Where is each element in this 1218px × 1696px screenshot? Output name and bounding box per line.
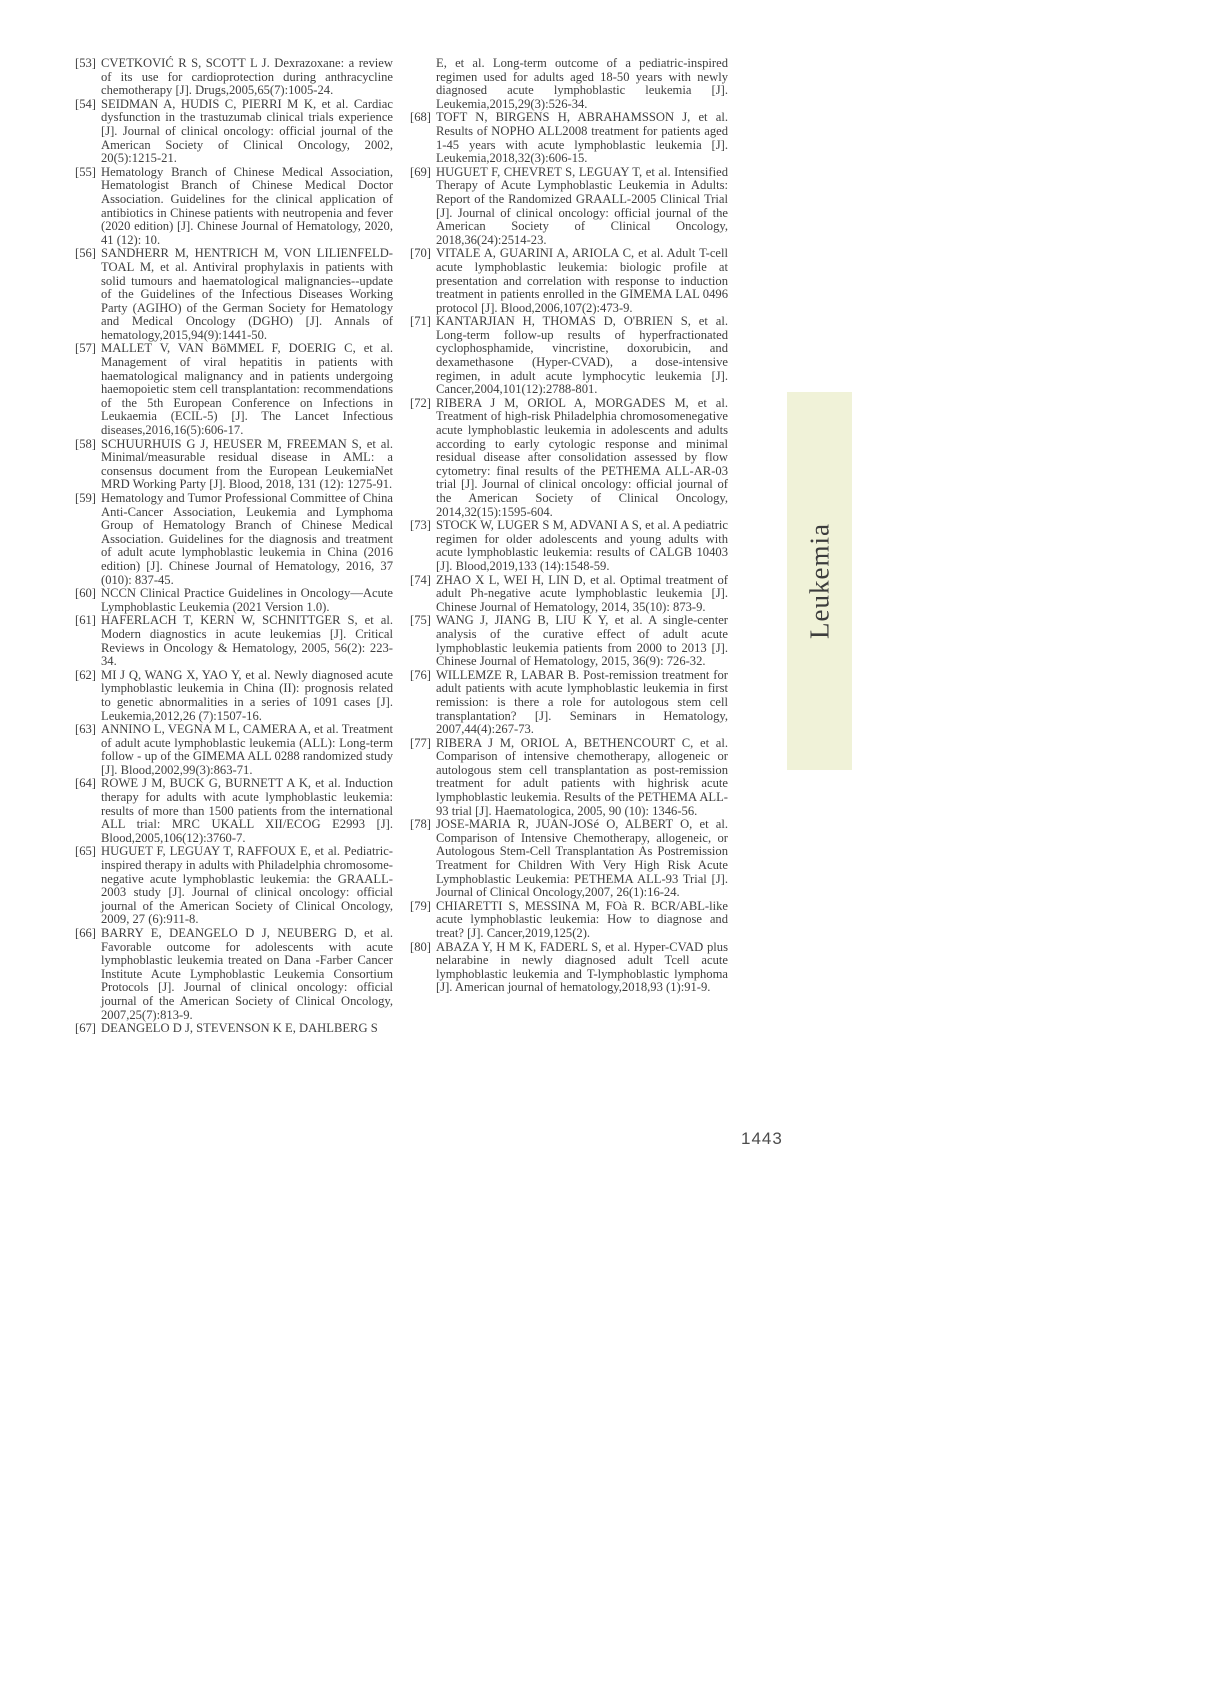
reference-item bbox=[75, 587, 393, 614]
reference-text: SANDHERR M, HENTRICH M, VON LILIENFELD-TOAL M, et al. Antiviral prophylaxis in patients with solid tumours and haematological malignancies--update of the Guidelines of the Infectious Diseases Working Party (AGIHO) of the German Society for Hematology and Medical Oncology (DGHO) [J]. Annals of hematology,2015,94(9):1441-50. bbox=[101, 246, 393, 342]
reference-item bbox=[75, 777, 393, 845]
reference-item bbox=[75, 1022, 393, 1036]
reference-number: [79] bbox=[410, 898, 431, 913]
reference-text: Hematology Branch of Chinese Medical Association, Hematologist Branch of Chinese Medical Doctor Association. Guidelines for the clinical application of antibiotics in Chinese patients with neutropenia and fever (2020 edition) [J]. Chinese Journal of Hematology, 2020, 41 (12): 10. bbox=[101, 164, 393, 247]
chapter-edge-tab bbox=[787, 392, 852, 770]
reference-text: WANG J, JIANG B, LIU K Y, et al. A single-center analysis of the curative effect of adult acute lymphoblastic leukemia patients from 2000 to 2013 [J]. Chinese Journal of Hematology, 2015, 36(9): 726-32. bbox=[436, 613, 728, 669]
reference-item bbox=[410, 669, 728, 737]
reference-item bbox=[410, 247, 728, 315]
reference-number: [76] bbox=[410, 667, 431, 682]
reference-number: [70] bbox=[410, 246, 431, 261]
reference-number: [54] bbox=[75, 96, 96, 111]
reference-text: MI J Q, WANG X, YAO Y, et al. Newly diagnosed acute lymphoblastic leukemia in China (II): prognosis related to genetic abnormalities in a series of 1091 cases [J]. Leukemia,2012,26 (7):1507-16. bbox=[101, 667, 393, 723]
reference-number: [56] bbox=[75, 246, 96, 261]
references-column-left bbox=[75, 57, 393, 1036]
reference-number: [77] bbox=[410, 735, 431, 750]
reference-text: KANTARJIAN H, THOMAS D, O'BRIEN S, et al. Long-term follow-up results of hyperfractionated cyclophosphamide, vincristine, doxorubicin, and dexamethasone (Hyper-CVAD), a dose-intensive regimen, in adult acute lymphocytic leukemia [J]. Cancer,2004,101(12):2788-801. bbox=[436, 314, 728, 397]
reference-text: WILLEMZE R, LABAR B. Post-remission treatment for adult patients with acute lymphoblastic leukemia in first remission: is there a role for autologous stem cell transplantation? [J]. Seminars in Hematology, 2007,44(4):267-73. bbox=[436, 667, 728, 737]
reference-number: [73] bbox=[410, 518, 431, 533]
reference-text: E, et al. Long-term outcome of a pediatric-inspired regimen used for adults aged 18-50 years with newly diagnosed acute lymphoblastic leukemia [J]. Leukemia,2015,29(3):526-34. bbox=[436, 56, 728, 111]
reference-item bbox=[75, 98, 393, 166]
reference-number: [64] bbox=[75, 776, 96, 791]
reference-text: TOFT N, BIRGENS H, ABRAHAMSSON J, et al. Results of NOPHO ALL2008 treatment for patients aged 1-45 years with acute lymphoblastic leukemia [J]. Leukemia,2018,32(3):606-15. bbox=[436, 110, 728, 166]
reference-item bbox=[75, 614, 393, 668]
reference-number: [62] bbox=[75, 667, 96, 682]
reference-item bbox=[75, 669, 393, 723]
reference-item bbox=[410, 941, 728, 995]
reference-item bbox=[410, 737, 728, 819]
page-number: 1443 bbox=[741, 1129, 783, 1148]
reference-text: ABAZA Y, H M K, FADERL S, et al. Hyper-CVAD plus nelarabine in newly diagnosed adult Tcell acute lymphoblastic leukemia and T-lymphoblastic lymphoma [J]. American journal of hematology,2018,93 (1):91-9. bbox=[436, 939, 728, 995]
reference-text: CHIARETTI S, MESSINA M, FOà R. BCR/ABL-like acute lymphoblastic leukemia: How to diagnose and treat? [J]. Cancer,2019,125(2). bbox=[436, 898, 728, 940]
reference-item bbox=[410, 57, 728, 111]
reference-number: [74] bbox=[410, 572, 431, 587]
reference-text: NCCN Clinical Practice Guidelines in Oncology—Acute Lymphoblastic Leukemia (2021 Version 1.0). bbox=[101, 586, 393, 614]
reference-text: ANNINO L, VEGNA M L, CAMERA A, et al. Treatment of adult acute lymphoblastic leukemia (ALL): Long-term follow - up of the GIMEMA ALL 0288 randomized study [J]. Blood,2002,99(3):863-71. bbox=[101, 722, 393, 777]
reference-number: [71] bbox=[410, 314, 431, 329]
reference-text: DEANGELO D J, STEVENSON K E, DAHLBERG S bbox=[101, 1021, 378, 1036]
reference-number: [58] bbox=[75, 436, 96, 451]
reference-item bbox=[410, 166, 728, 248]
reference-text: STOCK W, LUGER S M, ADVANI A S, et al. A pediatric regimen for older adolescents and young adults with acute lymphoblastic leukemia: results of CALGB 10403 [J]. Blood,2019,133 (14):1548-59. bbox=[436, 518, 728, 573]
reference-text: ROWE J M, BUCK G, BURNETT A K, et al. Induction therapy for adults with acute lymphoblastic leukemia: results of more than 1500 patients from the international ALL trial: MRC UKALL XII/ECOG E2993 [J]. Blood,2005,106(12):3760-7. bbox=[101, 776, 393, 845]
reference-item bbox=[75, 492, 393, 587]
reference-number: [60] bbox=[75, 586, 96, 601]
reference-item bbox=[410, 397, 728, 519]
reference-text: HUGUET F, CHEVRET S, LEGUAY T, et al. Intensified Therapy of Acute Lymphoblastic Leukemia in Adults: Report of the Randomized GRAALL-2005 Clinical Trial [J]. Journal of clinical oncology: official journal of the American Society of Clinical Oncology, 2018,36(24):2514-23. bbox=[436, 164, 728, 247]
reference-text: RIBERA J M, ORIOL A, MORGADES M, et al. Treatment of high-risk Philadelphia chromosomenegative acute lymphoblastic leukemia in adolescents and adults according to early cytologic response and minimal residual disease after consolidation assessed by flow cytometry: final results of the PETHEMA ALL-AR-03 trial [J]. Journal of clinical oncology: official journal of the American Society of Clinical Oncology, 2014,32(15):1595-604. bbox=[436, 395, 728, 519]
reference-item bbox=[410, 900, 728, 941]
reference-text: VITALE A, GUARINI A, ARIOLA C, et al. Adult T-cell acute lymphoblastic leukemia: biologic profile at presentation and correlation with response to induction treatment in patients enrolled in the GIMEMA LAL 0496 protocol [J]. Blood,2006,107(2):473-9. bbox=[436, 246, 728, 315]
reference-number: [69] bbox=[410, 164, 431, 179]
reference-text: Hematology and Tumor Professional Committee of China Anti-Cancer Association, Leukemia and Lymphoma Group of Hematology Branch of Chinese Medical Association. Guidelines for the diagnosis and treatment of adult acute lymphoblastic leukemia in China (2016 edition) [J]. Chinese Journal of Hematology, 2016, 37 (010): 837-45. bbox=[101, 491, 393, 587]
reference-number: [61] bbox=[75, 613, 96, 628]
reference-item bbox=[410, 519, 728, 573]
reference-text: SEIDMAN A, HUDIS C, PIERRI M K, et al. Cardiac dysfunction in the trastuzumab clinical trials experience [J]. Journal of clinical oncology: official journal of the American Society of Clinical Oncology, 2002, 20(5):1215-21. bbox=[101, 96, 393, 166]
reference-number: [75] bbox=[410, 613, 431, 628]
reference-text: HAFERLACH T, KERN W, SCHNITTGER S, et al. Modern diagnostics in acute leukemias [J]. Critical Reviews in Oncology & Hematology, 2005, 56(2): 223-34. bbox=[101, 613, 393, 669]
reference-item bbox=[75, 723, 393, 777]
reference-text: SCHUURHUIS G J, HEUSER M, FREEMAN S, et al. Minimal/measurable residual disease in AML: a consensus document from the European LeukemiaNet MRD Working Party [J]. Blood, 2018, 131 (12): 1275-91. bbox=[101, 436, 393, 492]
reference-item bbox=[75, 845, 393, 927]
reference-item bbox=[75, 57, 393, 98]
reference-number: [55] bbox=[75, 164, 96, 179]
reference-item bbox=[410, 111, 728, 165]
reference-text: ZHAO X L, WEI H, LIN D, et al. Optimal treatment of adult Ph-negative acute lymphoblastic leukemia [J]. Chinese Journal of Hematology, 2014, 35(10): 873-9. bbox=[436, 572, 728, 614]
reference-text: JOSE-MARIA R, JUAN-JOSé O, ALBERT O, et al. Comparison of Intensive Chemotherapy, allogeneic, or Autologous Stem-Cell Transplantation As Postremission Treatment for Children With Very High Risk Acute Lymphoblastic Leukemia: PETHEMA ALL-93 Trial [J]. Journal of Clinical Oncology,2007, 26(1):16-24. bbox=[436, 817, 728, 900]
reference-text: CVETKOVIĆ R S, SCOTT L J. Dexrazoxane: a review of its use for cardioprotection during anthracycline chemotherapy [J]. Drugs,2005,65(7):1005-24. bbox=[101, 56, 393, 98]
reference-number: [63] bbox=[75, 722, 96, 737]
reference-item bbox=[410, 574, 728, 615]
reference-number: [68] bbox=[410, 110, 431, 125]
reference-number: [57] bbox=[75, 341, 96, 356]
reference-item bbox=[75, 247, 393, 342]
reference-number: [53] bbox=[75, 56, 96, 70]
reference-item bbox=[410, 818, 728, 900]
reference-item bbox=[75, 438, 393, 492]
reference-item bbox=[410, 614, 728, 668]
reference-number: [59] bbox=[75, 491, 96, 505]
reference-item bbox=[75, 342, 393, 437]
reference-text: MALLET V, VAN BöMMEL F, DOERIG C, et al. Management of viral hepatitis in patients with haematological malignancy and in patients undergoing haemopoietic stem cell transplantation: recommendations of the 5th European Conference on Infections in Leukaemia (ECIL-5) [J]. The Lancet Infectious diseases,2016,16(5):606-17. bbox=[101, 341, 393, 438]
reference-text: RIBERA J M, ORIOL A, BETHENCOURT C, et al. Comparison of intensive chemotherapy, allogeneic or autologous stem cell transplantation as post-remission treatment for adult patients with highrisk acute lymphoblastic leukemia. Results of the PETHEMA ALL-93 trial [J]. Haematologica, 2005, 90 (10): 1346-56. bbox=[436, 735, 728, 818]
reference-text: BARRY E, DEANGELO D J, NEUBERG D, et al. Favorable outcome for adolescents with acute lymphoblastic leukemia treated on Dana -Farber Cancer Institute Acute Lymphoblastic Leukemia Consortium Protocols [J]. Journal of clinical oncology: official journal of the American Society of Clinical Oncology, 2007,25(7):813-9. bbox=[101, 926, 393, 1022]
reference-number: [66] bbox=[75, 926, 96, 940]
reference-number: [65] bbox=[75, 844, 96, 859]
reference-text: HUGUET F, LEGUAY T, RAFFOUX E, et al. Pediatric-inspired therapy in adults with Philadelphia chromosome-negative acute lymphoblastic leukemia: the GRAALL-2003 study [J]. Journal of clinical oncology: official journal of the American Society of Clinical Oncology, 2009, 27 (6):911-8. bbox=[101, 844, 393, 927]
references-column-right bbox=[410, 57, 728, 995]
reference-item bbox=[75, 166, 393, 248]
reference-number: [67] bbox=[75, 1021, 96, 1036]
reference-number: [72] bbox=[410, 395, 431, 410]
reference-item bbox=[410, 315, 728, 397]
reference-number: [80] bbox=[410, 939, 431, 954]
chapter-tab-label: Leukemia bbox=[804, 523, 834, 639]
reference-number: [78] bbox=[410, 817, 431, 832]
reference-item bbox=[75, 927, 393, 1022]
